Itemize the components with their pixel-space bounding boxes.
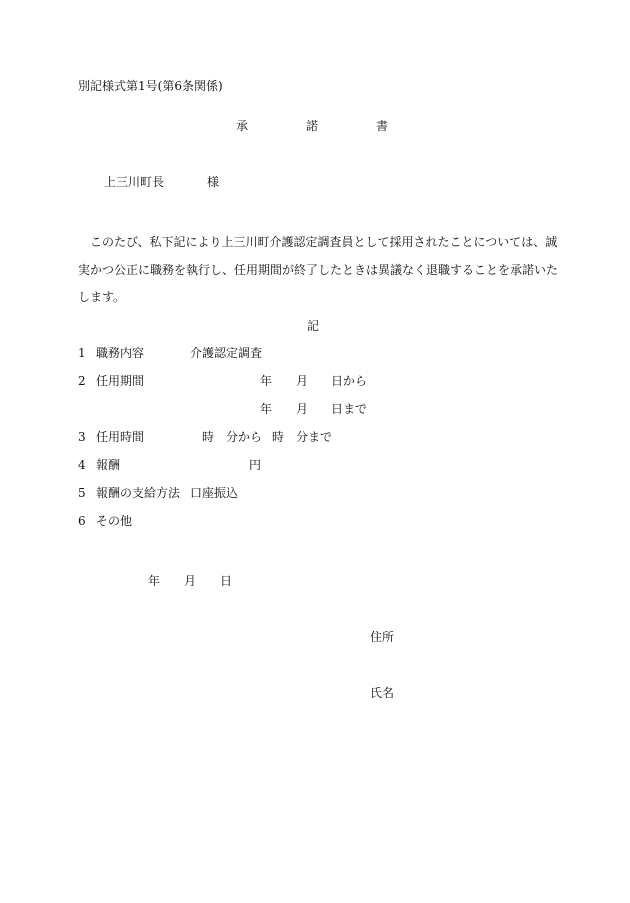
hours-end-hour: 時 [272, 430, 285, 444]
item-label: 報酬 [96, 458, 121, 472]
period-start-year: 年 [260, 374, 273, 388]
title-char-2: 諾 [306, 119, 319, 133]
item-label: 報酬の支給方法 [96, 486, 181, 500]
item-label: 任用時間 [96, 430, 145, 444]
hours-start-hour: 時 [202, 430, 215, 444]
date-month: 月 [184, 574, 197, 588]
addressee-honorific: 様 [207, 175, 220, 189]
period-end-year: 年 [260, 402, 273, 416]
item-number: 3 [78, 430, 86, 444]
address-label: 住所 [370, 630, 395, 644]
body-line-3: します。 [78, 290, 126, 304]
hours-start-minute: 分から [226, 430, 263, 444]
period-end-month: 月 [296, 402, 309, 416]
addressee-name: 上三川町長 [104, 175, 165, 189]
item-label: その他 [96, 514, 133, 528]
period-start-day: 日から [331, 374, 368, 388]
item-number: 2 [78, 374, 86, 388]
body-line-1: このたび、私下記により上三川町介護認定調査員として採用されたことについては、誠 [90, 235, 558, 249]
item-label: 職務内容 [96, 346, 145, 360]
title-char-1: 承 [236, 119, 249, 133]
item-number: 6 [78, 514, 86, 528]
body-line-2: 実かつ公正に職務を執行し、任用期間が終了したときは異議なく退職することを承諾いた [78, 263, 559, 277]
date-day: 日 [220, 574, 233, 588]
title-char-3: 書 [376, 119, 389, 133]
pay-unit: 円 [249, 458, 262, 472]
hours-end-minute: 分まで [296, 430, 333, 444]
item-value: 口座振込 [190, 486, 239, 500]
item-number: 5 [78, 486, 86, 500]
item-value: 介護認定調査 [190, 346, 263, 360]
item-number: 4 [78, 458, 86, 472]
item-label: 任用期間 [96, 374, 145, 388]
form-number: 別記様式第1号(第6条関係) [78, 79, 223, 93]
date-year: 年 [148, 574, 161, 588]
name-label: 氏名 [370, 686, 395, 700]
item-number: 1 [78, 346, 86, 360]
period-end-day: 日まで [331, 402, 368, 416]
period-start-month: 月 [296, 374, 309, 388]
note-heading: 記 [307, 319, 320, 333]
